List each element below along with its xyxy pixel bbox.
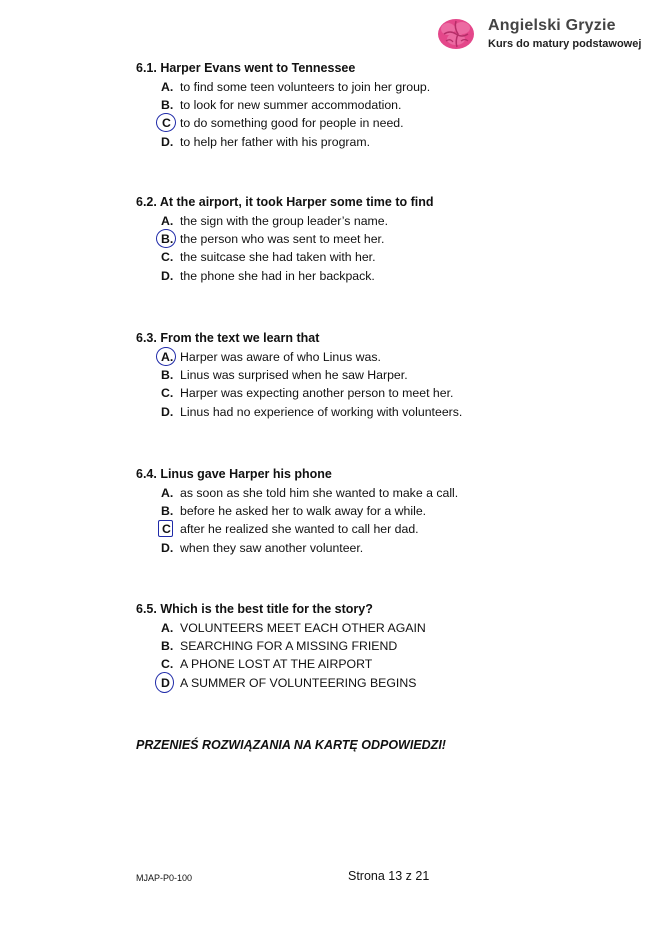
question-6-4 bbox=[136, 464, 576, 557]
option-b[interactable] bbox=[136, 637, 576, 655]
option-c[interactable] bbox=[136, 248, 576, 266]
option-c[interactable] bbox=[136, 655, 576, 673]
option-letter: B. bbox=[161, 98, 174, 113]
option-letter: B. bbox=[161, 639, 174, 654]
transfer-instruction: PRZENIEŚ ROZWIĄZANIA NA KARTĘ ODPOWIEDZI! bbox=[136, 738, 446, 752]
option-letter: D. bbox=[161, 134, 174, 149]
option-text: the person who was sent to meet her. bbox=[180, 232, 385, 247]
option-text: Harper was expecting another person to meet her. bbox=[180, 386, 454, 401]
option-letter: D. bbox=[161, 268, 174, 283]
option-text: to do something good for people in need. bbox=[180, 116, 404, 131]
footer-exam-code: MJAP-P0-100 bbox=[136, 873, 193, 883]
option-text: VOLUNTEERS MEET EACH OTHER AGAIN bbox=[180, 621, 426, 635]
option-d[interactable] bbox=[136, 403, 576, 421]
option-letter: B. bbox=[161, 504, 174, 519]
option-text: the phone she had in her backpack. bbox=[180, 268, 375, 283]
option-letter: C. bbox=[161, 386, 174, 401]
option-letter: A. bbox=[161, 621, 174, 635]
option-b[interactable] bbox=[136, 502, 576, 520]
option-letter: D. bbox=[161, 404, 174, 419]
option-a[interactable] bbox=[136, 348, 576, 366]
option-text: as soon as she told him she wanted to make a call. bbox=[180, 486, 459, 500]
option-letter: C. bbox=[161, 657, 174, 672]
question-title: 6.2. At the airport, it took Harper some time to find bbox=[136, 195, 434, 209]
option-text: Linus had no experience of working with volunteers. bbox=[180, 404, 463, 419]
brand-subtitle: Kurs do matury podstawowej bbox=[488, 38, 642, 50]
option-text: when they saw another volunteer. bbox=[180, 540, 364, 555]
option-text: SEARCHING FOR A MISSING FRIEND bbox=[180, 639, 398, 654]
option-text: A PHONE LOST AT THE AIRPORT bbox=[180, 657, 373, 672]
option-letter: B. bbox=[161, 232, 174, 247]
option-b[interactable] bbox=[136, 366, 576, 384]
option-text: the suitcase she had taken with her. bbox=[180, 250, 376, 265]
option-letter: B. bbox=[161, 368, 174, 383]
option-c[interactable] bbox=[136, 520, 576, 538]
option-text: Linus was surprised when he saw Harper. bbox=[180, 368, 408, 383]
brand-header bbox=[433, 14, 657, 58]
option-d[interactable] bbox=[136, 539, 576, 557]
option-d[interactable] bbox=[136, 674, 576, 692]
brand-name: Angielski Gryzie bbox=[488, 17, 616, 34]
option-text: to look for new summer accommodation. bbox=[180, 98, 402, 113]
question-title: 6.5. Which is the best title for the story? bbox=[136, 602, 373, 616]
option-d[interactable] bbox=[136, 133, 576, 151]
option-c[interactable] bbox=[136, 114, 576, 132]
question-title: 6.1. Harper Evans went to Tennessee bbox=[136, 61, 356, 75]
footer-page-number: Strona 13 z 21 bbox=[348, 869, 430, 883]
option-letter: A. bbox=[161, 350, 174, 364]
option-text: after he realized she wanted to call her dad. bbox=[180, 522, 419, 537]
question-6-5 bbox=[136, 599, 576, 692]
option-letter: A. bbox=[161, 214, 174, 228]
option-b[interactable] bbox=[136, 96, 576, 114]
option-a[interactable] bbox=[136, 78, 576, 96]
option-letter: C. bbox=[161, 250, 174, 265]
question-title: 6.3. From the text we learn that bbox=[136, 331, 320, 345]
question-6-2 bbox=[136, 192, 576, 285]
option-a[interactable] bbox=[136, 212, 576, 230]
question-title: 6.4. Linus gave Harper his phone bbox=[136, 467, 332, 481]
option-text: to help her father with his program. bbox=[180, 134, 371, 149]
option-text: to find some teen volunteers to join her group. bbox=[180, 80, 431, 94]
option-letter: D bbox=[161, 675, 170, 690]
brain-icon bbox=[436, 16, 476, 52]
question-6-3 bbox=[136, 328, 576, 421]
option-a[interactable] bbox=[136, 484, 576, 502]
option-letter: C bbox=[162, 116, 171, 131]
option-d[interactable] bbox=[136, 267, 576, 285]
option-letter: A. bbox=[161, 486, 174, 500]
option-b[interactable] bbox=[136, 230, 576, 248]
option-text: A SUMMER OF VOLUNTEERING BEGINS bbox=[180, 675, 417, 690]
option-c[interactable] bbox=[136, 384, 576, 402]
option-text: before he asked her to walk away for a while. bbox=[180, 504, 427, 519]
option-text: Harper was aware of who Linus was. bbox=[180, 350, 381, 364]
question-6-1 bbox=[136, 58, 576, 151]
option-a[interactable] bbox=[136, 619, 576, 637]
option-letter: C bbox=[162, 522, 171, 537]
option-text: the sign with the group leader’s name. bbox=[180, 214, 389, 228]
option-letter: D. bbox=[161, 540, 174, 555]
option-letter: A. bbox=[161, 80, 174, 94]
